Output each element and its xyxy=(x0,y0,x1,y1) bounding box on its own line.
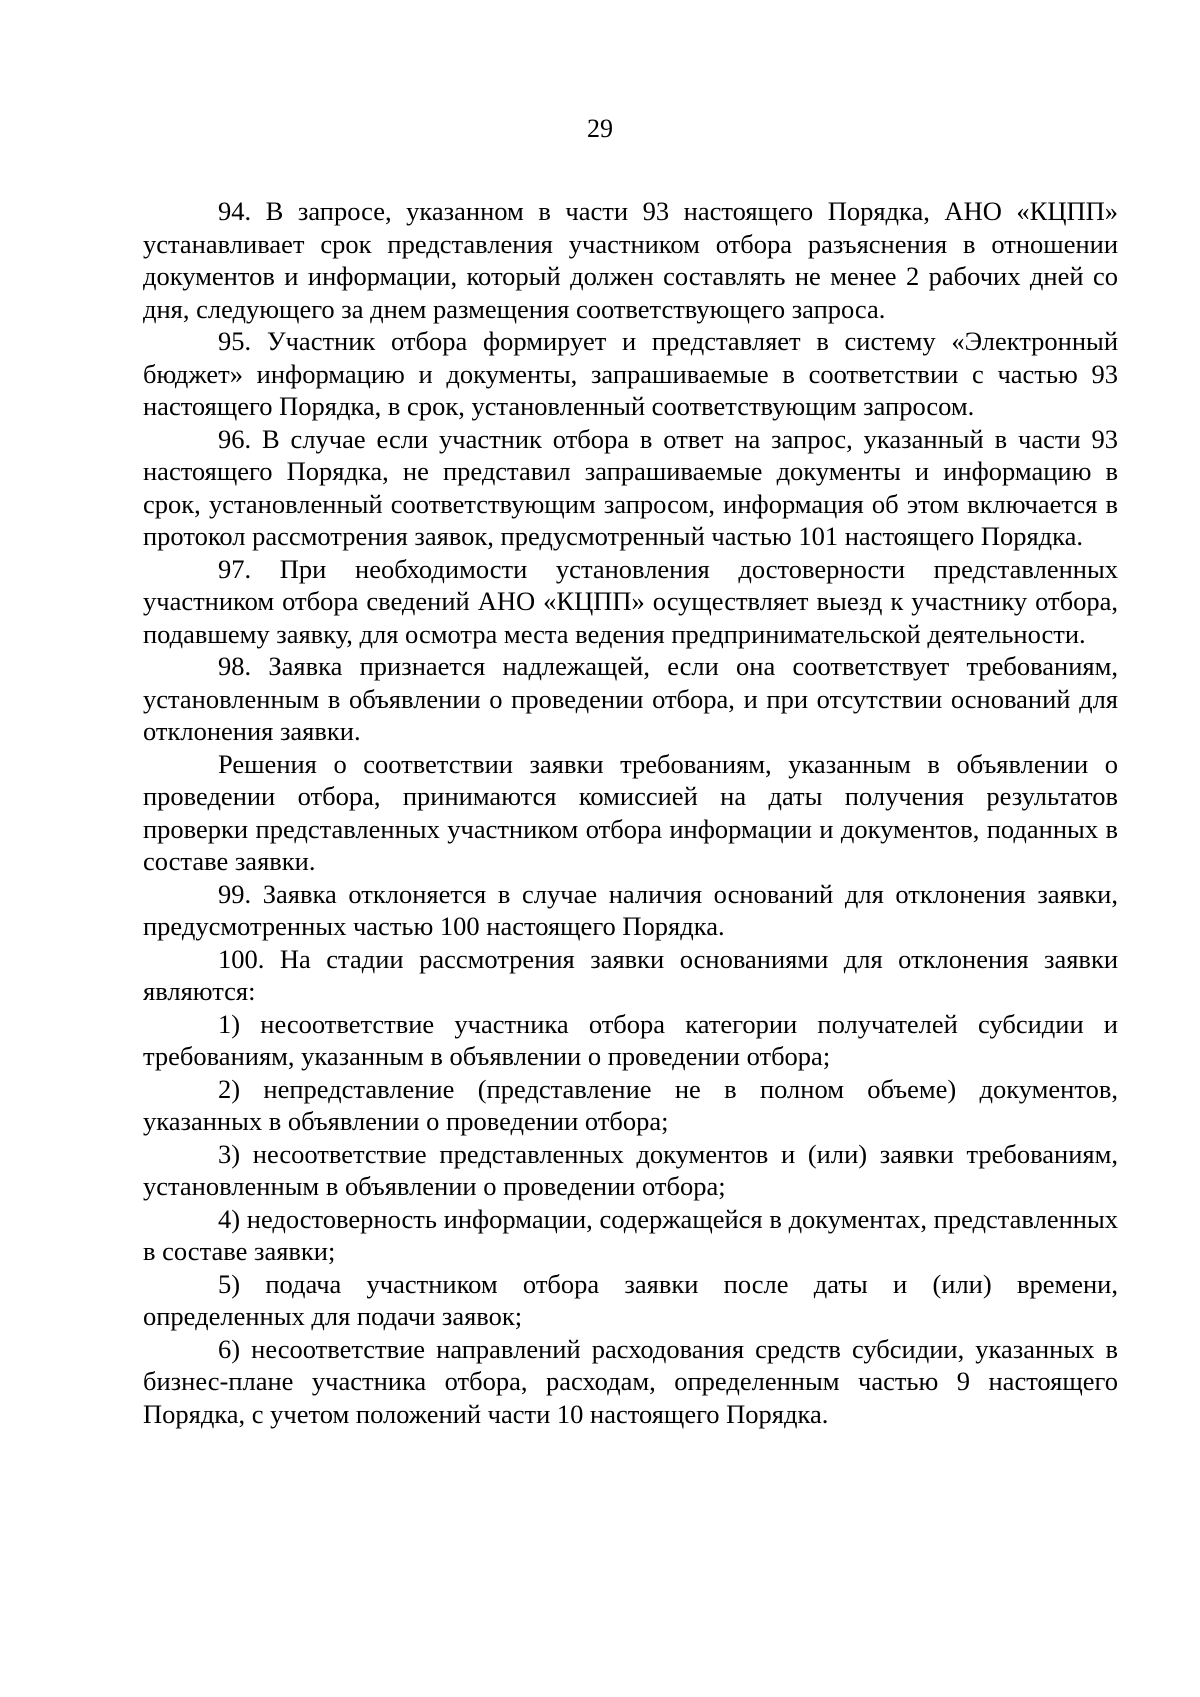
list-item-6: 6) несоответствие направлений расходования средств субсидии, указанных в бизнес-плане участника отбора, расходам, определенным частью 9 настоящего Порядка, с учетом положений части 10 настоящего Порядка. xyxy=(143,1333,1118,1429)
list-item-5: 5) подача участником отбора заявки после даты и (или) времени, определенных для подачи заявок; xyxy=(143,1268,1118,1331)
document-body xyxy=(143,195,1118,1430)
list-item-2: 2) непредставление (представление не в полном объеме) документов, указанных в объявлении о проведении отбора; xyxy=(143,1073,1118,1136)
list-item-3: 3) несоответствие представленных документов и (или) заявки требованиям, установленным в объявлении о проведении отбора; xyxy=(143,1138,1118,1201)
list-item-1: 1) несоответствие участника отбора категории получателей субсидии и требованиям, указанным в объявлении о проведении отбора; xyxy=(143,1008,1118,1071)
list-item-4: 4) недостоверность информации, содержащейся в документах, представленных в составе заявки; xyxy=(143,1203,1118,1266)
paragraph-100: 100. На стадии рассмотрения заявки основаниями для отклонения заявки являются: xyxy=(143,943,1118,1006)
page-number: 29 xyxy=(587,114,613,143)
paragraph-97: 97. При необходимости установления достоверности представленных участником отбора сведений АНО «КЦПП» осуществляет выезд к участнику отбора, подавшему заявку, для осмотра места ведения предпринимательской деятельности. xyxy=(143,553,1118,649)
paragraph-96: 96. В случае если участник отбора в ответ на запрос, указанный в части 93 настоящего Порядка, не представил запрашиваемые документы и информацию в срок, установленный соответствующим запросом, информация об этом включается в протокол рассмотрения заявок, предусмотренный частью 101 настоящего Порядка. xyxy=(143,423,1118,551)
paragraph-95: 95. Участник отбора формирует и представляет в систему «Электронный бюджет» информацию и документы, запрашиваемые в соответствии с частью 93 настоящего Порядка, в срок, установленный соответствующим запросом. xyxy=(143,326,1118,421)
paragraph-98-decisions: Решения о соответствии заявки требованиям, указанным в объявлении о проведении отбора, принимаются комиссией на даты получения результатов проверки представленных участником отбора информации и документов, поданных в составе заявки. xyxy=(143,748,1118,876)
paragraph-94: 94. В запросе, указанном в части 93 настоящего Порядка, АНО «КЦПП» устанавливает срок представления участником отбора разъяснения в отношении документов и информации, который должен составлять не менее 2 рабочих дней со дня, следующего за днем размещения соответствующего запроса. xyxy=(143,196,1118,324)
paragraph-98: 98. Заявка признается надлежащей, если она соответствует требованиям, установленным в объявлении о проведении отбора, и при отсутствии оснований для отклонения заявки. xyxy=(143,651,1118,746)
paragraph-99: 99. Заявка отклоняется в случае наличия оснований для отклонения заявки, предусмотренных частью 100 настоящего Порядка. xyxy=(143,878,1118,941)
